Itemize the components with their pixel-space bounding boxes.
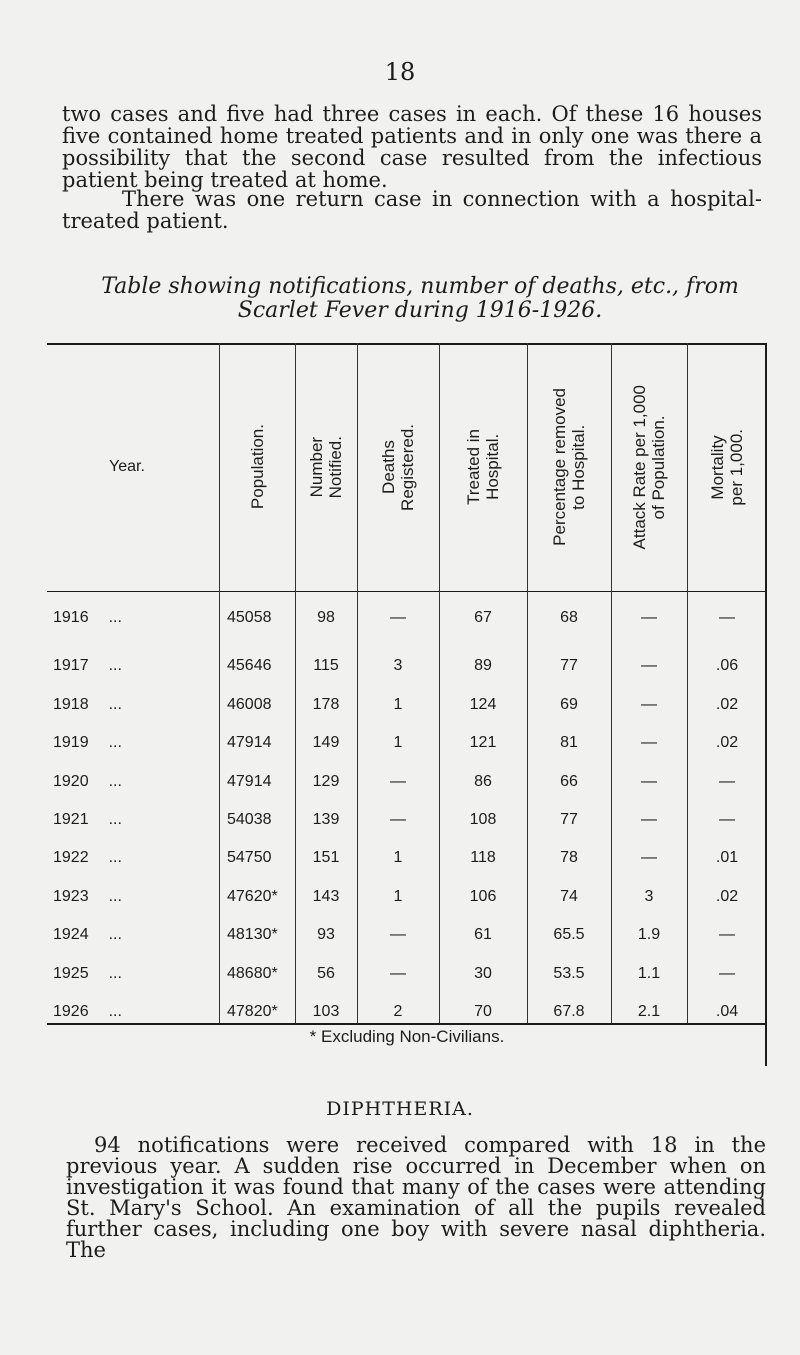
cell-population: 48680* [227, 964, 278, 982]
cell-hospital: 67 [474, 609, 492, 626]
cell-year-leader: ... [108, 811, 122, 828]
cell-attack-rate: — [641, 657, 657, 675]
cell-population: 48130* [227, 926, 278, 944]
cell-hospital: 118 [470, 849, 496, 867]
cell-population: 54750 [227, 849, 272, 867]
table-footnote: * Excluding Non-Civilians. [309, 1027, 505, 1046]
cell-deaths: — [390, 811, 406, 828]
cell-percentage: 68 [560, 609, 578, 626]
header-notified-line1: Number [307, 436, 326, 498]
header-attack-rate-line2: of Population. [649, 415, 668, 519]
cell-hospital: 108 [469, 811, 497, 828]
cell-population: 47914 [227, 772, 272, 790]
cell-year [53, 926, 213, 944]
cell-attack-rate: — [641, 734, 657, 752]
header-attack-rate-label [630, 385, 668, 549]
cell-year-leader: ... [108, 772, 122, 790]
cell-year [53, 773, 213, 791]
header-percentage-line1: Percentage removed [550, 388, 569, 546]
table-bottom-rule [47, 1023, 767, 1025]
cell-year-leader: ... [108, 887, 122, 905]
header-percentage-line2: to Hospital. [569, 424, 588, 510]
cell-mortality: .06 [715, 657, 739, 675]
cell-notified: 56 [317, 964, 335, 982]
cell-deaths: — [390, 609, 406, 626]
cell-attack-rate: — [641, 772, 657, 790]
cell-hospital: 30 [474, 964, 492, 982]
cell-deaths: 1 [393, 849, 403, 867]
header-mortality-label [708, 429, 746, 506]
cell-notified: 103 [312, 1003, 340, 1020]
cell-percentage: 65.5 [553, 926, 585, 944]
cell-population: 54038 [227, 811, 272, 828]
header-deaths [357, 343, 439, 591]
cell-deaths: — [390, 772, 406, 790]
header-hospital-line2: Hospital. [483, 433, 502, 501]
cell-hospital: 61 [474, 926, 492, 944]
header-notified [295, 343, 357, 591]
cell-year-leader: ... [108, 964, 122, 982]
cell-year-value: 1919 [53, 734, 89, 752]
header-deaths-line2: Registered. [398, 423, 417, 511]
cell-attack-rate: — [641, 695, 657, 713]
cell-mortality: .04 [715, 1003, 739, 1020]
header-percentage [527, 343, 611, 591]
cell-hospital: 124 [469, 695, 497, 713]
header-attack-rate-line1: Attack Rate per 1,000 [630, 384, 649, 550]
cell-percentage: 74 [560, 887, 578, 905]
cell-population: 47620* [227, 887, 278, 905]
return-case-paragraph: There was one return case in connection with a hospital-treated patient. [62, 187, 762, 233]
cell-deaths: 1 [393, 887, 403, 905]
cell-percentage: 81 [560, 734, 578, 752]
cell-notified: 93 [317, 926, 335, 944]
cell-mortality: — [719, 811, 735, 828]
section-heading: DIPHTHERIA. [326, 1098, 474, 1120]
header-year: Year. [109, 458, 145, 475]
cell-year-value: 1918 [53, 695, 89, 713]
cell-population: 45646 [227, 657, 272, 675]
header-hospital-line1: Treated in [464, 429, 483, 505]
cell-notified: 149 [312, 734, 340, 752]
cell-year-value: 1916 [53, 609, 89, 626]
cell-percentage: 67.8 [553, 1003, 585, 1020]
cell-attack-rate: 2.1 [637, 1003, 661, 1020]
cell-deaths: — [390, 926, 406, 944]
cell-year-value: 1925 [53, 964, 89, 982]
cell-year [53, 609, 213, 627]
cell-population: 47820* [227, 1003, 278, 1020]
cell-deaths: 1 [393, 734, 403, 752]
cell-year [53, 1003, 213, 1021]
cell-percentage: 78 [560, 849, 578, 867]
cell-year-value: 1921 [53, 811, 89, 828]
cell-deaths: 1 [393, 695, 403, 713]
header-mortality-line1: Mortality [708, 434, 727, 500]
cell-population: 45058 [227, 609, 272, 626]
cell-percentage: 77 [560, 657, 578, 675]
cell-hospital: 70 [474, 1003, 492, 1020]
cell-mortality: .02 [715, 695, 739, 713]
cell-year-value: 1926 [53, 1003, 89, 1020]
header-hospital [439, 343, 527, 591]
cell-notified: 129 [312, 772, 340, 790]
cell-deaths: — [390, 964, 406, 982]
cell-hospital: 89 [474, 657, 492, 675]
header-notified-label [307, 436, 345, 498]
cell-attack-rate: — [641, 811, 657, 828]
page-number: 18 [384, 58, 416, 86]
header-attack-rate [611, 343, 687, 591]
header-percentage-label [550, 388, 588, 546]
cell-notified: 178 [312, 695, 340, 713]
cell-percentage: 53.5 [553, 964, 585, 982]
cell-year [53, 696, 213, 714]
header-deaths-line1: Deaths [379, 440, 398, 494]
cell-notified: 98 [317, 609, 335, 626]
cell-hospital: 86 [474, 772, 492, 790]
header-population-label: Population. [247, 424, 267, 510]
cell-deaths: 2 [393, 1003, 403, 1020]
header-population [219, 343, 295, 591]
table-header-rule [47, 591, 767, 592]
cell-year-value: 1923 [53, 887, 89, 905]
cell-year-value: 1924 [53, 926, 89, 944]
cell-percentage: 77 [560, 811, 578, 828]
cell-population: 46008 [227, 695, 272, 713]
cell-year [53, 657, 213, 675]
cell-mortality: — [719, 926, 735, 944]
cell-attack-rate: — [641, 849, 657, 867]
cell-year-value: 1922 [53, 849, 89, 867]
cell-year [53, 849, 213, 867]
cell-mortality: — [719, 772, 735, 790]
cell-population: 47914 [227, 734, 272, 752]
cell-notified: 115 [313, 657, 339, 675]
cell-deaths: 3 [393, 657, 403, 675]
cell-attack-rate: 1.1 [637, 964, 661, 982]
cell-hospital: 106 [469, 887, 497, 905]
cell-year [53, 811, 213, 829]
cell-year-leader: ... [108, 734, 122, 752]
cell-percentage: 66 [560, 772, 578, 790]
cell-year-leader: ... [108, 657, 122, 675]
intro-paragraph: two cases and five had three cases in each. Of these 16 houses five contained home treated patients and in only one was there a possibility that the second case resulted from the infectious patient being treated at home. [62, 102, 762, 192]
cell-year-leader: ... [108, 695, 122, 713]
cell-year [53, 965, 213, 983]
header-hospital-label [464, 429, 502, 505]
cell-notified: 139 [312, 811, 340, 828]
scarlet-fever-table [47, 343, 767, 1066]
header-deaths-label [379, 424, 417, 511]
cell-attack-rate: 3 [644, 887, 654, 905]
cell-mortality: .01 [715, 849, 739, 867]
cell-year-value: 1917 [53, 657, 89, 675]
cell-attack-rate: — [641, 609, 657, 626]
header-mortality-line2: per 1,000. [727, 428, 746, 506]
header-mortality [687, 343, 767, 591]
cell-mortality: .02 [715, 734, 739, 752]
cell-percentage: 69 [560, 695, 578, 713]
cell-year-leader: ... [108, 926, 122, 944]
cell-year-leader: ... [108, 849, 122, 867]
cell-mortality: .02 [715, 887, 739, 905]
header-notified-line2: Notified. [326, 435, 345, 499]
cell-year-leader: ... [108, 1003, 122, 1020]
diphtheria-paragraph: 94 notifications were received compared with 18 in the previous year. A sudden rise occurred in December when on investigation it was found that many of the cases were attending St. Mary's School. An examination of all the pupils revealed further cases, including one boy with severe nasal diphtheria. The [66, 1133, 766, 1262]
cell-year [53, 888, 213, 906]
cell-mortality: — [719, 964, 735, 982]
cell-hospital: 121 [469, 734, 497, 752]
cell-attack-rate: 1.9 [637, 926, 661, 944]
table-caption: Table showing notifications, number of deaths, etc., from Scarlet Fever during 1916-1926. [101, 274, 739, 323]
cell-year-leader: ... [108, 609, 122, 626]
cell-notified: 143 [312, 887, 340, 905]
cell-notified: 151 [312, 849, 340, 867]
cell-year [53, 734, 213, 752]
cell-mortality: — [719, 609, 735, 626]
cell-year-value: 1920 [53, 772, 89, 790]
